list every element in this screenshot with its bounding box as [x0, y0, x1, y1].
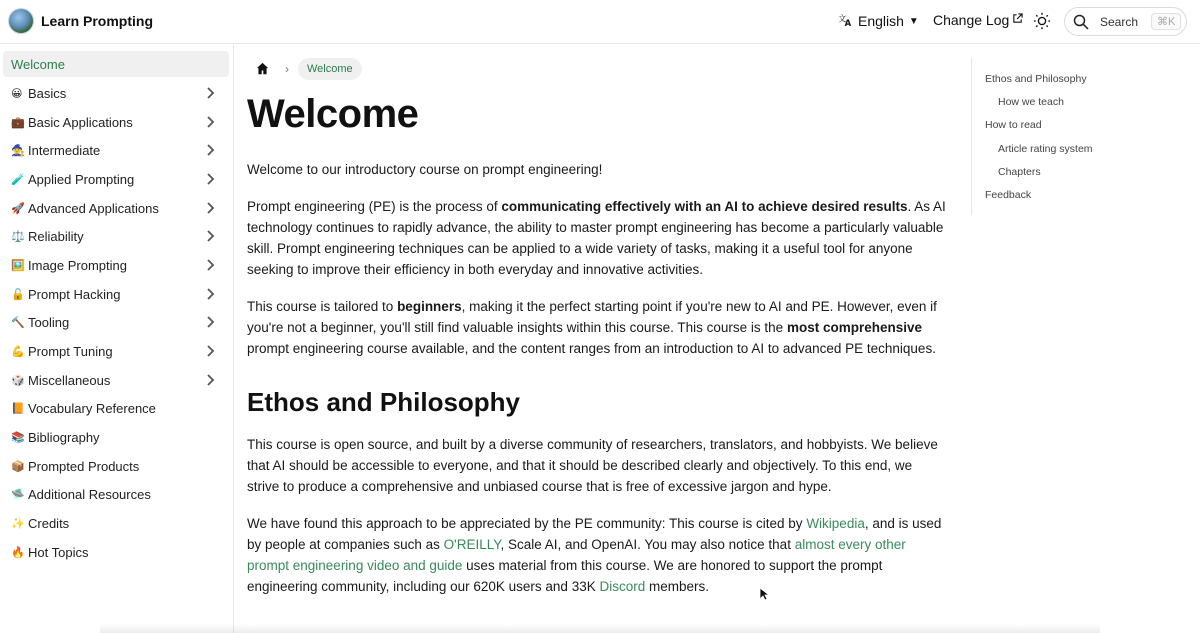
sidebar-item-label: Welcome	[11, 56, 65, 72]
sidebar-item-label: Tooling	[28, 314, 70, 330]
language-label: English	[858, 13, 904, 29]
text-span: , and is used by people at companies such as	[247, 516, 942, 552]
smiley-icon: 😀	[11, 87, 23, 100]
sidebar-item-welcome[interactable]	[3, 51, 229, 77]
text-span: Prompt engineering (PE) is the process of	[247, 199, 502, 214]
text-span: , making it the perfect starting point if you're new to AI and PE. However, even if you're not a beginner, you'll still find valuable insights within this course. This course is the	[247, 299, 937, 335]
wizard-icon: 🧙	[11, 144, 25, 157]
intro-paragraph: Welcome to our introductory course on prompt engineering!	[247, 162, 603, 177]
hammer-icon: 🔨	[11, 316, 25, 329]
home-icon[interactable]	[256, 62, 270, 76]
paragraph-community	[247, 513, 947, 597]
text-span: prompt engineering course available, and the content ranges from an introduction to AI to advanced PE techniques.	[247, 341, 936, 356]
article	[247, 90, 947, 597]
chevron-right-icon[interactable]	[203, 200, 217, 216]
brand-link[interactable]	[8, 8, 153, 34]
top-navbar	[0, 0, 1200, 44]
sidebar-item-additional-resources[interactable]	[3, 481, 229, 507]
theme-toggle-sun-icon[interactable]	[1031, 10, 1053, 32]
logo-icon	[8, 8, 34, 34]
search-icon	[1073, 14, 1089, 30]
text-span: This course is tailored to	[247, 299, 398, 314]
svg-text:A: A	[844, 18, 852, 27]
chevron-right-icon[interactable]	[203, 343, 217, 359]
sidebar-item-basic-applications[interactable]	[3, 109, 229, 135]
brand-name: Learn Prompting	[41, 13, 154, 29]
sidebar-item-label: Prompt Tuning	[28, 343, 113, 359]
sidebar-item-label: Miscellaneous	[28, 372, 111, 388]
toc-item-how-to-read[interactable]: How to read	[985, 119, 1042, 131]
breadcrumb-current: Welcome	[298, 58, 362, 80]
sidebar-item-label: Intermediate	[28, 142, 101, 158]
framed-picture-icon: 🖼️	[11, 259, 25, 272]
toc-item-chapters[interactable]: Chapters	[998, 166, 1041, 178]
sidebar	[0, 45, 234, 633]
sidebar-item-credits[interactable]	[3, 510, 229, 536]
chevron-right-icon[interactable]	[203, 114, 217, 130]
fire-icon: 🔥	[11, 546, 25, 559]
changelog-link[interactable]	[933, 12, 1023, 28]
sidebar-item-vocabulary-reference[interactable]	[3, 395, 229, 421]
text-span: uses material from this course. We are honored to support the prompt engineering community, including our 620K users and 33K	[247, 558, 883, 594]
bold-text: beginners	[397, 299, 462, 314]
paragraph-audience	[247, 296, 947, 359]
toc-item-how-we-teach[interactable]: How we teach	[998, 96, 1064, 108]
oreilly-link[interactable]: O'REILLY	[443, 537, 501, 552]
sidebar-item-label: Vocabulary Reference	[28, 400, 156, 416]
text-span: . As AI technology continues to rapidly advance, the ability to master prompt engineering has become a particularly valuable skill. Prompt engineering techniques can be applied to a wide variety of tasks, making it a useful tool for anyone seeking to improve their efficiency in both everyday and innovative activities.	[247, 199, 946, 277]
wikipedia-link[interactable]: Wikipedia	[806, 516, 865, 531]
paragraph-ethos: This course is open source, and built by a diverse community of researchers, translators, and hobbyists. We believe that AI should be accessible to everyone, and that it should be described clearly and objectively. To this end, we strive to produce a comprehensive and unbiased course that is free of excessive jargon and hype.	[247, 437, 938, 494]
chevron-right-icon[interactable]	[203, 171, 217, 187]
sidebar-item-label: Bibliography	[28, 429, 100, 445]
breadcrumb-separator-icon: ›	[285, 62, 289, 76]
sidebar-item-prompted-products[interactable]	[3, 453, 229, 479]
sidebar-item-label: Advanced Applications	[28, 200, 159, 216]
translate-icon	[838, 12, 853, 30]
flexed-biceps-icon: 💪	[11, 345, 25, 358]
bold-text: communicating effectively with an AI to achieve desired results	[501, 199, 908, 214]
rocket-icon: 🚀	[11, 202, 25, 215]
chevron-right-icon[interactable]	[203, 257, 217, 273]
bold-text: most comprehensive	[786, 320, 922, 335]
scales-icon: ⚖️	[11, 230, 25, 243]
search-button[interactable]	[1064, 7, 1187, 36]
orange-book-icon: 📙	[11, 402, 25, 415]
sparkles-icon: ✨	[11, 517, 25, 530]
chevron-right-icon[interactable]	[203, 228, 217, 244]
flying-saucer-icon: 🛸	[11, 488, 25, 501]
chevron-right-icon[interactable]	[203, 314, 217, 330]
search-shortcut: ⌘K	[1151, 13, 1181, 30]
sidebar-item-bibliography[interactable]	[3, 424, 229, 450]
sidebar-item-label: Basics	[28, 85, 67, 101]
text-span: , Scale AI, and OpenAI. You may also notice that	[500, 537, 795, 552]
section-heading-ethos: Ethos and Philosophy	[247, 387, 521, 417]
text-span: We have found this approach to be appreciated by the PE community: This course is cited by	[247, 516, 807, 531]
dice-icon: 🎲	[11, 374, 25, 387]
briefcase-icon: 💼	[11, 116, 25, 129]
unlock-icon: 🔓	[11, 288, 25, 301]
books-icon: 📚	[11, 431, 25, 444]
sidebar-item-intermediate[interactable]	[3, 137, 229, 163]
toc-item-feedback[interactable]: Feedback	[985, 189, 1032, 201]
package-icon: 📦	[11, 460, 25, 473]
chevron-right-icon[interactable]	[203, 372, 217, 388]
sidebar-item-label: Prompted Products	[28, 458, 140, 474]
sidebar-item-prompt-tuning[interactable]	[3, 338, 229, 364]
discord-link[interactable]: Discord	[599, 579, 646, 594]
sidebar-item-advanced-applications[interactable]	[3, 195, 229, 221]
chevron-right-icon[interactable]	[203, 142, 217, 158]
language-selector[interactable]	[838, 12, 919, 30]
external-link-icon	[1012, 13, 1023, 27]
sidebar-item-reliability[interactable]	[3, 223, 229, 249]
table-of-contents	[971, 58, 1171, 215]
sidebar-item-basics[interactable]	[3, 80, 229, 106]
sidebar-item-label: Reliability	[28, 228, 84, 244]
sidebar-item-label: Credits	[28, 515, 70, 531]
sidebar-item-hot-topics[interactable]	[3, 539, 229, 565]
test-tube-icon: 🧪	[11, 173, 25, 186]
bottom-shadow	[100, 624, 1100, 633]
svg-text:文: 文	[838, 13, 847, 24]
sidebar-item-label: Prompt Hacking	[28, 286, 121, 302]
sidebar-item-prompt-hacking[interactable]	[3, 281, 229, 307]
paragraph-pe-definition	[247, 196, 947, 280]
mouse-cursor-icon	[759, 587, 769, 601]
sidebar-item-miscellaneous[interactable]	[3, 367, 229, 393]
text-span: members.	[645, 579, 709, 594]
prompt-engineering-guides-link[interactable]: almost every other prompt engineering video and guide	[247, 537, 906, 573]
sidebar-item-tooling[interactable]	[3, 309, 229, 335]
sidebar-item-label: Additional Resources	[28, 486, 151, 502]
sidebar-item-label: Applied Prompting	[28, 171, 135, 187]
sidebar-item-label: Image Prompting	[28, 257, 127, 273]
sidebar-item-label: Basic Applications	[28, 114, 133, 130]
changelog-label: Change Log	[933, 12, 1010, 28]
chevron-right-icon[interactable]	[203, 85, 217, 101]
breadcrumb	[256, 58, 362, 80]
page-title: Welcome	[247, 92, 419, 136]
sidebar-item-applied-prompting[interactable]	[3, 166, 229, 192]
chevron-right-icon[interactable]	[203, 286, 217, 302]
chevron-down-icon: ▼	[908, 15, 919, 27]
search-label: Search	[1100, 14, 1139, 29]
sidebar-item-image-prompting[interactable]	[3, 252, 229, 278]
toc-item-ethos[interactable]: Ethos and Philosophy	[985, 73, 1087, 85]
sidebar-item-label: Hot Topics	[28, 544, 89, 560]
toc-item-article-rating[interactable]: Article rating system	[998, 143, 1093, 155]
